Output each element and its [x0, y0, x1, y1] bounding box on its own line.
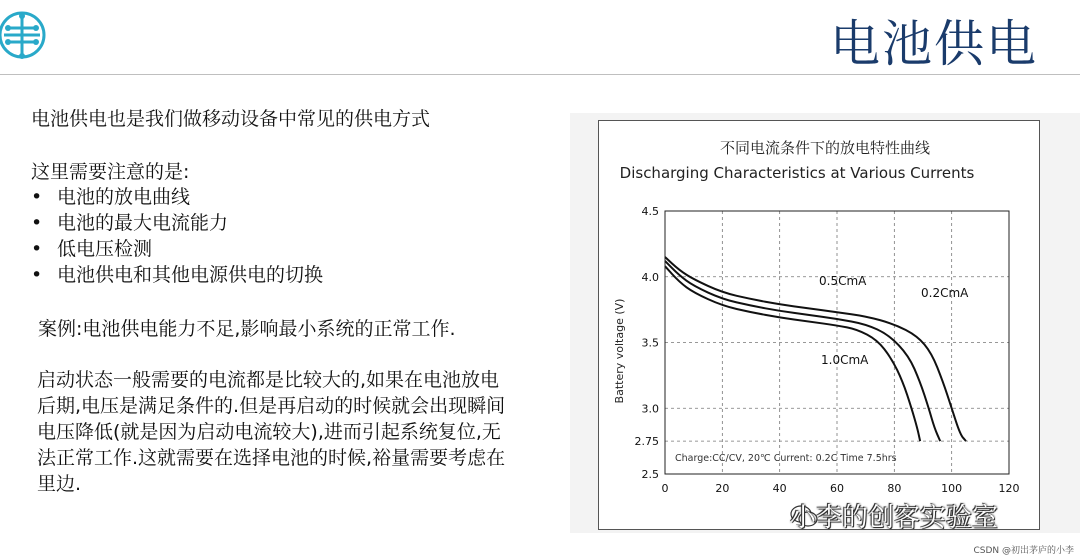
y-tick-label: 2.5 — [641, 468, 659, 481]
series-label-1-0c: 1.0CmA — [821, 353, 869, 367]
watermark-text: 小李的创客实验室 — [790, 503, 999, 533]
x-tick-label: 40 — [772, 482, 787, 495]
bullet-item: • 电池供电和其他电源供电的切换 — [31, 264, 324, 286]
paragraph-line: 电压降低(就是因为启动电流较大),进而引起系统复位,无 — [37, 421, 501, 443]
bullet-item: • 电池的放电曲线 — [31, 186, 191, 208]
y-tick-label: 3.5 — [641, 336, 659, 350]
discharge-chart — [598, 120, 1040, 530]
bullet-dot-icon: • — [31, 186, 43, 208]
series-label-0-2c: 0.2CmA — [921, 286, 969, 300]
paragraph-line: 后期,电压是满足条件的.但是再启动的时候就会出现瞬间 — [37, 395, 506, 417]
company-logo — [0, 2, 60, 68]
bullet-dot-icon: • — [31, 212, 43, 234]
chart-svg — [599, 121, 1039, 529]
notice-heading: 这里需要注意的是: — [31, 161, 190, 183]
y-tick-label: 4.0 — [641, 270, 659, 284]
x-tick-label: 120 — [998, 482, 1020, 495]
explanation-paragraph — [37, 367, 572, 497]
y-tick-label: 2.75 — [634, 435, 659, 449]
bullet-item: • 低电压检测 — [31, 238, 153, 260]
header-divider — [0, 74, 1080, 75]
bullet-list — [31, 184, 323, 288]
credit-text: CSDN @初出茅庐的小李 — [973, 546, 1074, 556]
bullet-item: • 电池的最大电流能力 — [31, 212, 229, 234]
series-line-2 — [665, 266, 920, 441]
x-tick-label: 100 — [941, 482, 963, 495]
series-line-0 — [665, 257, 966, 441]
x-tick-label: 60 — [830, 482, 844, 495]
x-tick-label: 80 — [887, 482, 902, 495]
series-line-1 — [665, 261, 940, 441]
y-axis-label: Battery voltage (V) — [613, 298, 626, 404]
x-tick-label: 20 — [715, 482, 730, 495]
chart-note: Charge:CC/CV, 20℃ Current: 0.2C Time 7.5hrs — [675, 453, 897, 464]
intro-text: 电池供电也是我们做移动设备中常见的供电方式 — [31, 108, 431, 130]
y-tick-label: 3.0 — [641, 402, 659, 416]
y-tick-label: 4.5 — [641, 205, 659, 218]
chart-title-cn: 不同电流条件下的放电特性曲线 — [719, 139, 931, 157]
bullet-dot-icon: • — [31, 238, 43, 260]
case-text: 案例:电池供电能力不足,影响最小系统的正常工作. — [38, 318, 456, 340]
paragraph-line: 启动状态一般需要的电流都是比较大的,如果在电池放电 — [37, 369, 500, 391]
paragraph-line: 法正常工作.这就需要在选择电池的时候,裕量需要考虑在 — [37, 447, 506, 469]
x-tick-label: 0 — [661, 482, 669, 495]
bullet-dot-icon: • — [31, 264, 43, 286]
slide-title: 电池供电 — [830, 15, 1038, 73]
chart-title: Discharging Characteristics at Various Currents — [619, 164, 975, 182]
series-label-0-5c: 0.5CmA — [819, 274, 867, 288]
paragraph-line: 里边. — [37, 473, 82, 495]
